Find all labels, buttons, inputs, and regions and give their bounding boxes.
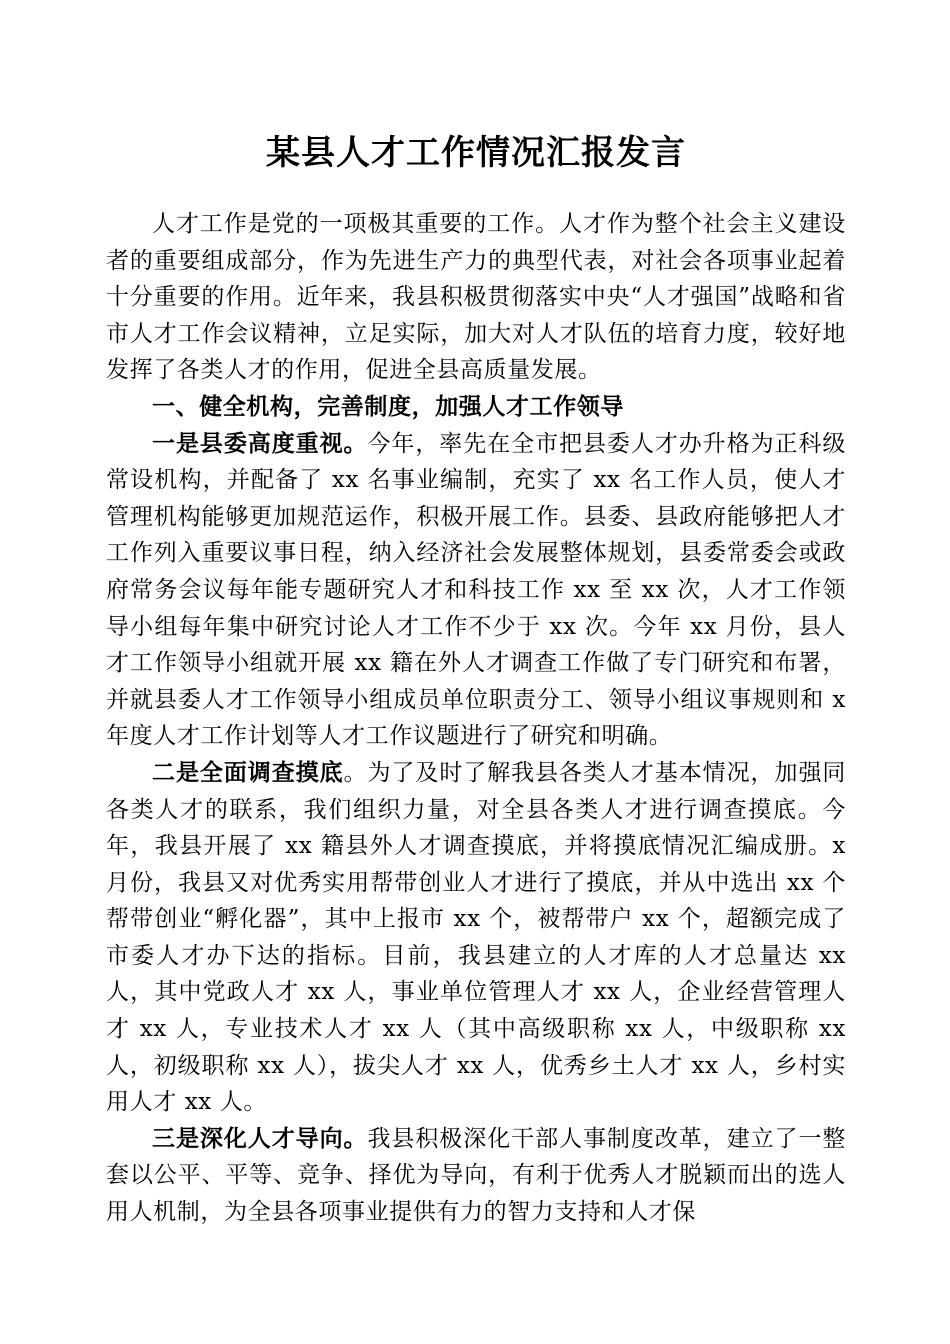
paragraph-3 [106,1121,846,1231]
document-page [106,128,846,1231]
document-title: 某县人才工作情况汇报发言 [266,133,686,173]
intro-paragraph: 人才工作是党的一项极其重要的工作。人才作为整个社会主义建设者的重要组成部分，作为先进生产力的典型代表，对社会各项事业起着十分重要的作用。近年来，我县积极贯彻落实中央“人才强国”战略和省市人才工作会议精神，立足实际，加大对人才队伍的培育力度，较好地发挥了各类人才的作用，促进全县高质量发展。 [106,211,846,384]
paragraph-2 [106,755,846,1121]
paragraph-2-lead: 二是全面调查摸底 [152,758,344,786]
paragraph-3-lead: 三是深化人才导向。 [152,1124,368,1152]
paragraph-1 [106,426,846,755]
paragraph-2-text: 。为了及时了解我县各类人才基本情况，加强同各类人才的联系，我们组织力量，对全县各类人才进行调查摸底。今年，我县开展了 xx 籍县外人才调查摸底，并将摸底情况汇编成册。x 月份，我县又对优秀实用帮带创业人才进行了摸底，并从中选出 xx 个帮带创业“孵化器”，其中上报市 xx 个，被帮带户 xx 个，超额完成了市委人才办下达的指标。目前，我县建立的人才库的人才总量达 xx 人，其中党政人才 xx 人，事业单位管理人才 xx 人，企业经营管理人才 xx 人，专业技术人才 xx 人（其中高级职称 xx 人，中级职称 xx 人，初级职称 xx 人），拔尖人才 xx 人，优秀乡土人才 xx 人，乡村实用人才 xx 人。 [106,759,846,1116]
section-heading: 一、健全机构，完善制度，加强人才工作领导 [152,392,624,420]
paragraph-1-lead: 一是县委高度重视。 [152,429,368,457]
paragraph-1-text: 今年，率先在全市把县委人才办升格为正科级常设机构，并配备了 xx 名事业编制，充实了 xx 名工作人员，使人才管理机构能够更加规范运作，积极开展工作。县委、县政府能够把人才工作列入重要议事日程，纳入经济社会发展整体规划，县委常委会或政府常务会议每年能专题研究人才和科技工作 xx 至 xx 次，人才工作领导小组每年集中研究讨论人才工作不少于 xx 次。今年 xx 月份，县人才工作领导小组就开展 xx 籍在外人才调查工作做了专门研究和布署，并就县委人才工作领导小组成员单位职责分工、领导小组议事规则和 x 年度人才工作计划等人才工作议题进行了研究和明确。 [106,430,846,750]
paragraph-3-text: 我县积极深化干部人事制度改革，建立了一整套以公平、平等、竞争、择优为导向，有利于优秀人才脱颖而出的选人用人机制，为全县各项事业提供有力的智力支持和人才保 [106,1125,846,1226]
